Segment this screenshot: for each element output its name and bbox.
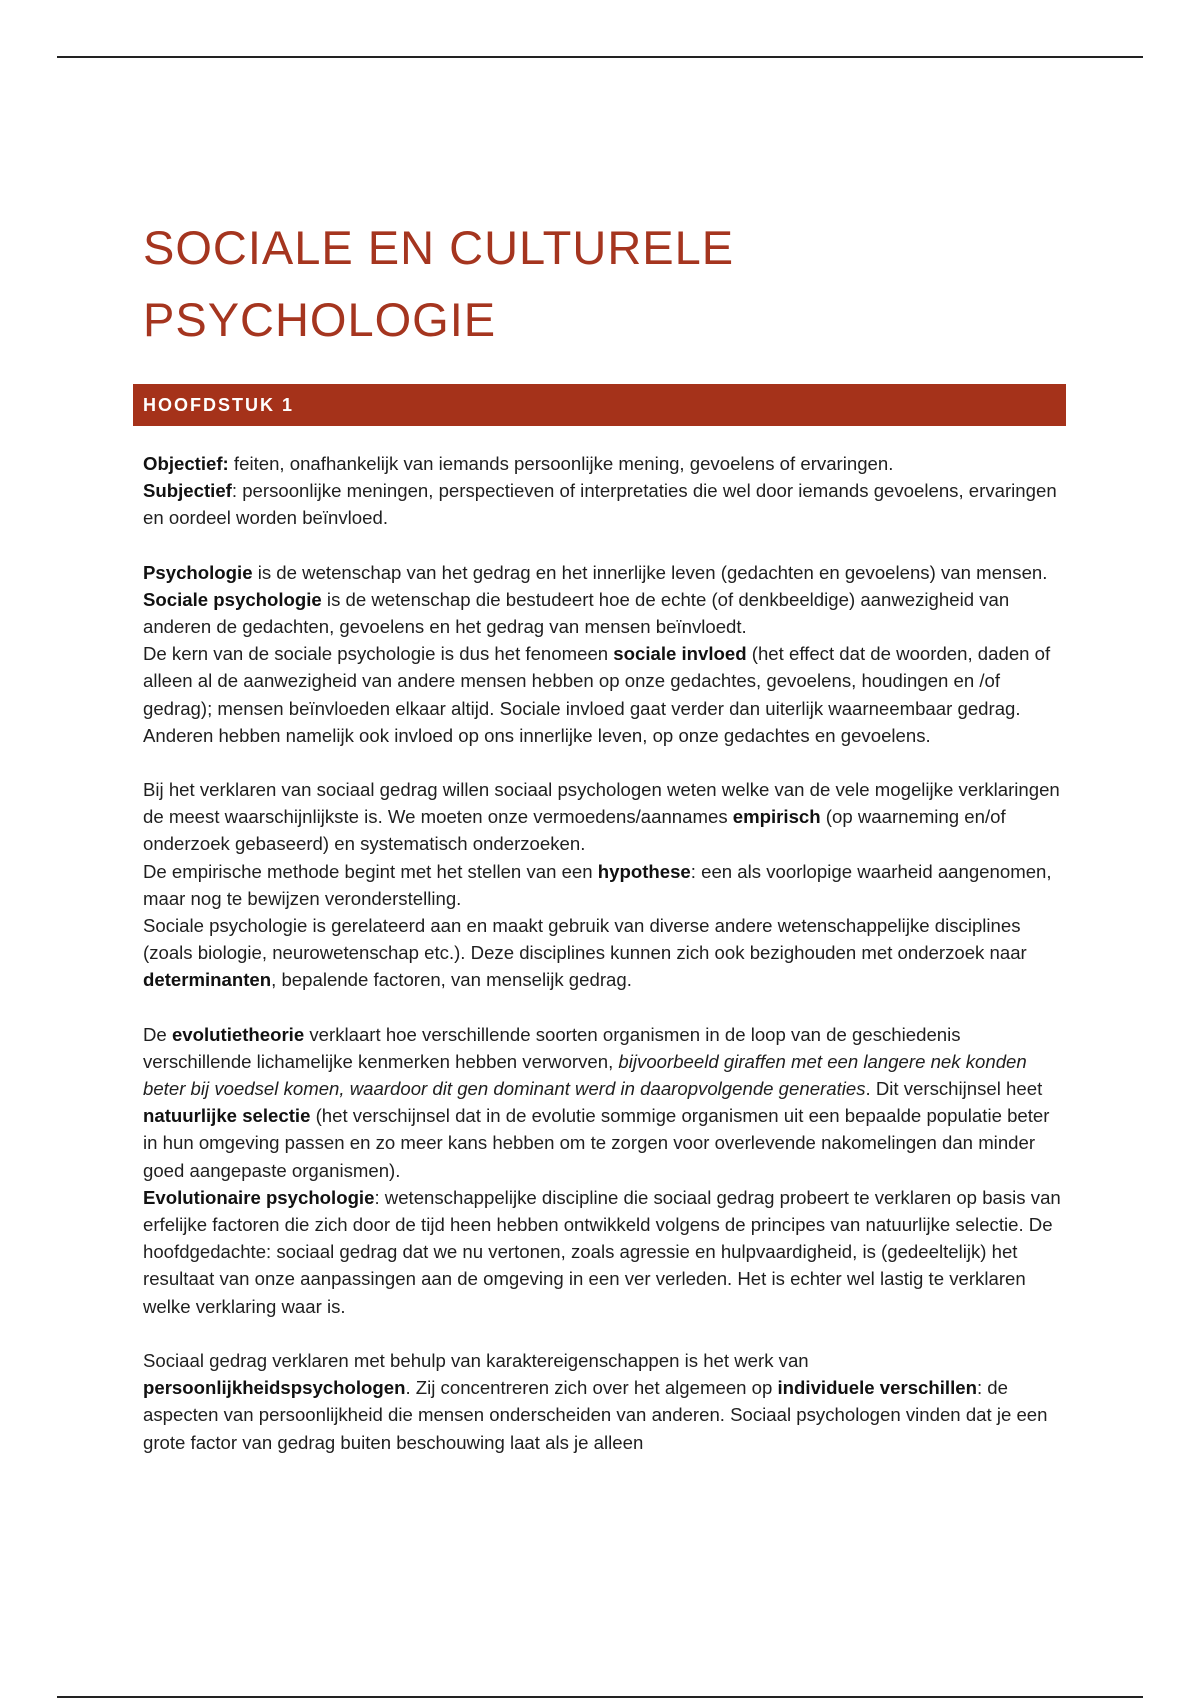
paragraph-gap <box>143 749 1063 776</box>
text-run: (op waarneming en/of onderzoek gebaseerd) en systematisch onderzoeken. <box>143 806 1006 855</box>
paragraph-sociale-invloed <box>143 640 1063 749</box>
term-evolutionaire-psychologie: Evolutionaire psychologie <box>143 1186 375 1208</box>
body-text <box>143 450 1063 1456</box>
paragraph-hypothese <box>143 858 1063 912</box>
text-run: verklaart hoe verschillende soorten organismen in de loop van de geschiedenis verschillende lichamelijke kenmerken hebben verworven, <box>143 1023 961 1072</box>
text-run: : de aspecten van persoonlijkheid die mensen onderscheiden van anderen. Sociaal psychologen vinden dat je een grote factor van gedrag buiten beschouwing laat als je alleen <box>143 1377 1048 1453</box>
text-run: (het verschijnsel dat in de evolutie sommige organismen uit een bepaalde populatie beter in hun omgeving passen en zo meer kans hebben om te zorgen voor overlevende nakomelingen dan minder goed aangepaste organismen). <box>143 1105 1050 1181</box>
text-run: Sociale psychologie is gerelateerd aan en maakt gebruik van diverse andere wetenschappelijke disciplines (zoals biologie, neurowetenschap etc.). Deze disciplines kunnen zich ook bezighouden met onderzoek naar <box>143 915 1027 964</box>
text-run: Bij het verklaren van sociaal gedrag willen sociaal psychologen weten welke van de vele mogelijke verklaringen de meest waarschijnlijkste is. We moeten onze vermoedens/aannames <box>143 779 1060 828</box>
text-run: is de wetenschap van het gedrag en het innerlijke leven (gedachten en gevoelens) van mensen. <box>252 561 1048 583</box>
paragraph-gap <box>143 532 1063 559</box>
page-title-line-2: PSYCHOLOGIE <box>143 293 497 346</box>
term-sociale-psychologie: Sociale psychologie <box>143 588 322 610</box>
text-run: . Zij concentreren zich over het algemeen op <box>405 1377 778 1399</box>
term-empirisch: empirisch <box>732 806 821 828</box>
text-run: . Dit verschijnsel heet <box>865 1078 1043 1100</box>
term-evolutietheorie: evolutietheorie <box>171 1023 305 1045</box>
paragraph-psychologie <box>143 559 1063 641</box>
text-run: De <box>143 1023 172 1045</box>
text-run: is de wetenschap die bestudeert hoe de echte (of denkbeeldige) aanwezigheid van anderen de gedachten, gevoelens en het gedrag van mensen beïnvloedt. <box>143 588 1010 638</box>
text-run: De empirische methode begint met het stellen van een <box>143 860 598 882</box>
term-persoonlijkheidspsychologen: persoonlijkheidspsychologen <box>143 1377 406 1399</box>
term-determinanten: determinanten <box>143 969 272 991</box>
term-sociale-invloed: sociale invloed <box>613 643 747 665</box>
paragraph-determinanten <box>143 912 1063 994</box>
top-rule <box>57 56 1143 58</box>
paragraph-persoonlijkheid <box>143 1347 1063 1456</box>
paragraph-evolutietheorie <box>143 1021 1063 1184</box>
paragraph-definitions <box>143 450 1063 532</box>
term-psychologie: Psychologie <box>143 561 253 583</box>
page-title-line-1: SOCIALE EN CULTURELE <box>143 221 735 274</box>
term-natuurlijke-selectie: natuurlijke selectie <box>143 1105 311 1127</box>
paragraph-empirisch <box>143 776 1063 858</box>
text-run: : wetenschappelijke discipline die sociaal gedrag probeert te verklaren op basis van erfelijke factoren die zich door de tijd heen hebben ontwikkeld volgens de principes van natuurlijke selectie. De hoofdgedachte: sociaal gedrag dat we nu vertonen, zoals agressie en hulpvaardigheid, is (gedeeltelijk) het resultaat van onze aanpassingen aan de omgeving in een ver verleden. Het is echter wel lastig te verklaren welke verklaring waar is. <box>143 1186 1061 1317</box>
text-run: , bepalende factoren, van menselijk gedrag. <box>271 969 632 991</box>
term-subjectief: Subjectief <box>143 480 232 502</box>
paragraph-gap <box>143 994 1063 1021</box>
text-run: feiten, onafhankelijk van iemands persoonlijke mening, gevoelens of ervaringen. <box>228 453 894 474</box>
term-objectief: Objectief: <box>143 453 229 474</box>
text-run: Sociaal gedrag verklaren met behulp van karaktereigenschappen is het werk van <box>143 1349 809 1371</box>
term-individuele-verschillen: individuele verschillen <box>777 1377 977 1399</box>
paragraph-gap <box>143 1320 1063 1347</box>
text-run: De kern van de sociale psychologie is dus het fenomeen <box>143 643 614 665</box>
text-run: : een als voorlopige waarheid aangenomen, maar nog te bewijzen veronderstelling. <box>143 860 1052 909</box>
term-hypothese: hypothese <box>597 860 691 882</box>
page-title <box>143 212 734 356</box>
chapter-heading: HOOFDSTUK 1 <box>133 384 1066 426</box>
bottom-rule <box>57 1696 1143 1698</box>
paragraph-evolutionaire-psychologie <box>143 1184 1063 1320</box>
example-giraffen: bijvoorbeeld giraffen met een langere nek konden beter bij voedsel komen, waardoor dit gen dominant werd in daaropvolgende generaties <box>143 1050 1027 1100</box>
text-run: (het effect dat de woorden, daden of alleen al de aanwezigheid van andere mensen hebben op onze gedachtes, gevoelens, houdingen en /of gedrag); mensen beïnvloeden elkaar altijd. Sociale invloed gaat verder dan uiterlijk waarneembaar gedrag. Anderen hebben namelijk ook invloed op ons innerlijke leven, op onze gedachtes en gevoelens. <box>143 643 1051 746</box>
text-run: : persoonlijke meningen, perspectieven of interpretaties die wel door iemands gevoelens, ervaringen en oordeel worden beïnvloed. <box>143 480 1057 529</box>
